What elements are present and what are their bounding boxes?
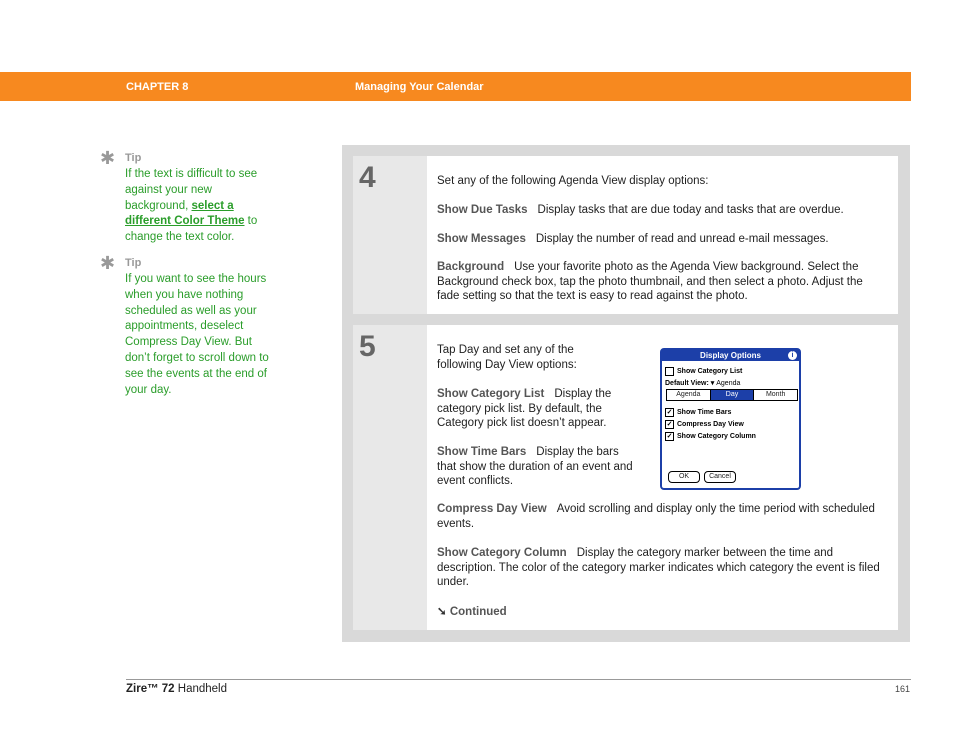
default-view-label: Default View:: [665, 380, 709, 387]
option-compress-day-view: [437, 502, 887, 531]
option-show-messages: [437, 232, 829, 247]
option-background: [437, 260, 887, 304]
option-desc: Display tasks that are due today and tasks that are overdue.: [537, 204, 844, 216]
continued-indicator: [437, 605, 507, 620]
option-term: Show Time Bars: [437, 446, 527, 458]
tip-label: Tip: [125, 257, 142, 269]
cancel-button[interactable]: Cancel: [704, 471, 736, 483]
checkbox-checked-icon: ✓: [666, 432, 673, 440]
product-name: Zire™ 72: [126, 683, 175, 695]
option-show-time-bars: [437, 445, 637, 489]
step-5: [353, 325, 898, 630]
step-number-box: [353, 325, 427, 630]
option-desc: Use your favorite photo as the Agenda View background. Select the Background check box, tap the photo thumbnail, and then select a photo. Adjust the fade setting so that the text is easy to read against the photo.: [437, 261, 863, 303]
step-number: 5: [359, 330, 376, 363]
segment-month[interactable]: Month: [765, 391, 786, 398]
tip-text: If you want to see the hours when you have nothing scheduled as well as your appointments, deselect Compress Day View. But don’t forget to scroll down to see the events at the end of your day.: [125, 273, 269, 396]
step-number-box: [353, 156, 427, 314]
arrow-down-right-icon: ➘: [437, 606, 447, 618]
checkbox-unchecked-icon: [665, 367, 674, 376]
option-term: Show Category Column: [437, 547, 567, 559]
option-desc: Display the category pick list. By default, the Category pick list doesn’t appear.: [437, 388, 612, 430]
checkbox-label: Show Category List: [677, 368, 743, 375]
option-term: Background: [437, 261, 505, 273]
ok-button[interactable]: OK: [668, 471, 700, 483]
option-show-category-column: [437, 546, 887, 590]
option-term: Show Messages: [437, 233, 526, 245]
option-term: Compress Day View: [437, 503, 547, 515]
tip-star-icon: ✱: [100, 148, 116, 168]
tip-star-icon: ✱: [100, 253, 116, 273]
checkbox-label: Show Category Column: [677, 433, 756, 440]
segment-day[interactable]: Day: [711, 390, 755, 400]
option-term: Show Due Tasks: [437, 204, 528, 216]
checkbox-checked-icon: ✓: [666, 408, 673, 416]
option-desc: Avoid scrolling and display only the time period with scheduled events.: [437, 503, 875, 530]
default-view-value[interactable]: Agenda: [716, 380, 741, 387]
checkbox-checked-icon: ✓: [666, 420, 673, 428]
option-desc: Display the category marker between the time and description. The color of the category marker indicates which category the event is filed under.: [437, 547, 880, 589]
step-number: 4: [359, 161, 376, 194]
product-suffix: Handheld: [174, 683, 228, 695]
step-intro: Set any of the following Agenda View display options:: [437, 175, 709, 187]
page-number: 161: [895, 684, 911, 694]
chapter-title: Managing Your Calendar: [355, 81, 484, 93]
segment-agenda[interactable]: Agenda: [667, 390, 711, 400]
option-show-due-tasks: [437, 203, 844, 218]
color-theme-link[interactable]: select a different Color Theme: [125, 199, 245, 228]
checkbox-label: Show Time Bars: [677, 409, 732, 416]
checkbox-label: Compress Day View: [677, 421, 744, 428]
step-intro: Tap Day and set any of the following Day View options:: [437, 344, 577, 371]
footer-divider: [126, 679, 911, 680]
option-desc: Display the bars that show the duration of an event and event conflicts.: [437, 446, 633, 488]
info-icon[interactable]: i: [788, 351, 797, 360]
chapter-header: [0, 72, 911, 101]
dropdown-arrow-icon[interactable]: ▾: [710, 380, 715, 387]
step-4: [353, 156, 898, 314]
tip-text-start: If the text is difficult to see against your new background,: [125, 168, 258, 212]
continued-label: Continued: [449, 606, 507, 618]
steps-panel: [342, 145, 910, 642]
display-options-dialog: [660, 348, 801, 490]
option-term: Show Category List: [437, 388, 545, 400]
dialog-title-bar: [662, 350, 799, 361]
chapter-label: CHAPTER 8: [126, 81, 189, 93]
option-desc: Display the number of read and unread e-mail messages.: [535, 233, 829, 245]
footer-product: [126, 683, 227, 695]
tip-label: Tip: [125, 152, 142, 164]
view-segmented-control: [666, 389, 798, 401]
show-category-column-checkbox[interactable]: [665, 430, 756, 445]
tip-text: [125, 167, 275, 246]
option-show-category-list: [437, 387, 637, 431]
dialog-title: Display Options: [700, 351, 761, 360]
tip-text-end: to change the text color.: [125, 215, 258, 244]
